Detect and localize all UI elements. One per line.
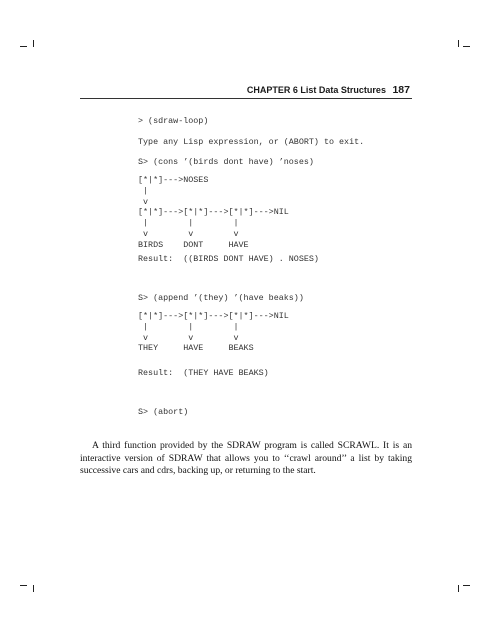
code-line-cons-result: Result: ((BIRDS DONT HAVE) . NOSES) bbox=[138, 254, 319, 264]
code-line-sdraw-loop: > (sdraw-loop) bbox=[138, 116, 209, 126]
running-header bbox=[247, 84, 410, 96]
code-line-prompt-intro: Type any Lisp expression, or (ABORT) to exit. bbox=[138, 137, 365, 147]
crop-mark-top-left-h bbox=[20, 46, 27, 47]
box-diagram-cons: [*|*]--->NOSES | v [*|*]--->[*|*]--->[*|*]--->NIL | | | v v v BIRDS DONT HAVE bbox=[138, 175, 289, 250]
crop-mark-top-right-h bbox=[463, 46, 470, 47]
crop-mark-bottom-right-v bbox=[458, 585, 459, 592]
header-rule bbox=[80, 98, 412, 99]
code-line-append-input: S> (append ’(they) ’(have beaks)) bbox=[138, 293, 304, 303]
crop-mark-bottom-left-h bbox=[20, 585, 27, 586]
code-line-append-result: Result: (THEY HAVE BEAKS) bbox=[138, 368, 269, 378]
box-diagram-append: [*|*]--->[*|*]--->[*|*]--->NIL | | | v v v THEY HAVE BEAKS bbox=[138, 311, 289, 354]
code-line-abort: S> (abort) bbox=[138, 407, 189, 417]
chapter-label: CHAPTER 6 bbox=[246, 85, 298, 95]
body-paragraph: A third function provided by the SDRAW program is called SCRAWL. It is an interactive version of SDRAW that allows you to ‘‘crawl around’’ a list by taking successive cars and cdrs, backing up, or returning to the start. bbox=[80, 440, 412, 477]
crop-mark-top-right-v bbox=[458, 40, 459, 47]
page-number: 187 bbox=[392, 84, 410, 96]
code-line-cons-input: S> (cons ’(birds dont have) ’noses) bbox=[138, 157, 314, 167]
crop-mark-bottom-right-h bbox=[463, 585, 470, 586]
section-title: List Data Structures bbox=[300, 85, 386, 95]
crop-mark-bottom-left-v bbox=[33, 585, 34, 592]
crop-mark-top-left-v bbox=[33, 40, 34, 47]
